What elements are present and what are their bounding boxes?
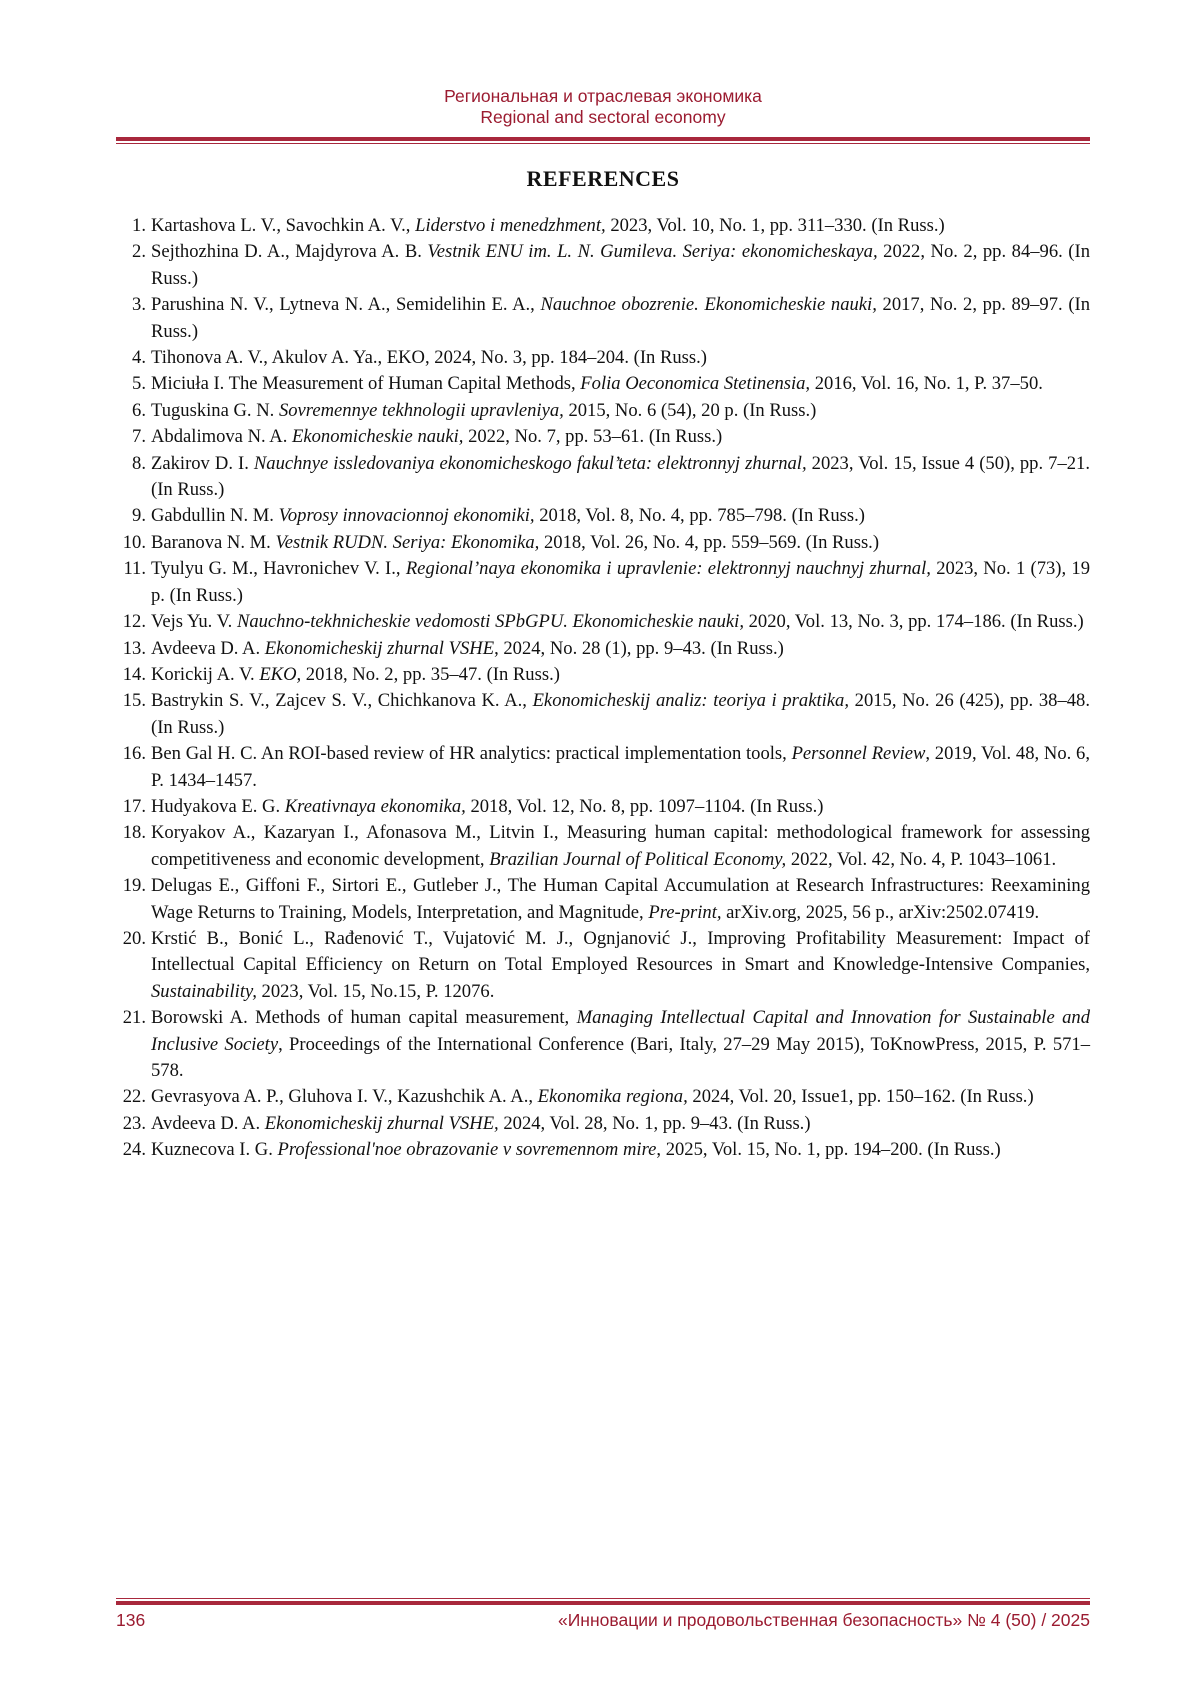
reference-item: [116, 451, 1090, 504]
reference-item: [116, 345, 1090, 371]
reference-item: [116, 662, 1090, 688]
header-title-ru: Региональная и отраслевая экономика: [444, 86, 762, 106]
reference-source: Liderstvo i menedzhment,: [415, 215, 606, 236]
header-title-en: Regional and sectoral economy: [480, 107, 726, 127]
reference-text: Gevrasyova A. P., Gluhova I. V., Kazushchik A. A.,: [151, 1086, 538, 1108]
reference-details: 2018, Vol. 12, No. 8, pp. 1097–1104. (In Russ.): [465, 795, 824, 817]
reference-number: 6 .: [116, 398, 146, 424]
reference-text: Krstić B., Bonić L., Rađenović T., Vujatović M. J., Ognjanović J., Improving Profitability Measurement: Impact of Intellectual Capital Efficiency on Return on Total Employed Resources in Smart and Knowledge-Intensive Companies,: [151, 927, 1090, 976]
reference-text: Avdeeva D. A.: [151, 637, 265, 659]
reference-number: 4 .: [116, 345, 146, 371]
reference-details: 2015, No. 26 (425), pp. 38–48. (In Russ.): [151, 690, 1090, 738]
reference-source: Personnel Review: [791, 743, 926, 765]
reference-source: Vestnik RUDN. Seriya: Ekonomika,: [275, 531, 540, 553]
reference-source: Ekonomicheskij zhurnal VSHE,: [264, 1112, 499, 1134]
reference-number: 14 .: [116, 662, 146, 688]
reference-text: Avdeeva D. A.: [151, 1112, 265, 1134]
reference-number: 19 .: [116, 873, 146, 899]
footer-rule: [116, 1598, 1090, 1605]
reference-item: [116, 1137, 1090, 1163]
reference-text: Sejthozhina D. A., Majdyrova A. B.: [151, 241, 428, 263]
reference-details: 2024, Vol. 28, No. 1, pp. 9–43. (In Russ.): [498, 1112, 811, 1134]
reference-text: Borowski A. Methods of human capital measurement,: [151, 1007, 577, 1029]
reference-details: 2023, Vol. 15, Issue 4 (50), pp. 7–21. (In Russ.): [151, 452, 1090, 501]
page-number: 136: [116, 1610, 146, 1630]
reference-source: Pre-print,: [648, 901, 722, 923]
reference-number: 11 .: [116, 556, 146, 582]
reference-text: Gabdullin N. M.: [151, 505, 279, 527]
reference-details: 2016, Vol. 16, No. 1, P. 37–50.: [810, 373, 1043, 395]
reference-item: [116, 688, 1090, 741]
reference-item: [116, 371, 1090, 397]
reference-details: 2022, No. 2, pp. 84–96. (In Russ.): [151, 241, 1090, 289]
reference-number: 17 .: [116, 794, 146, 820]
reference-number: 15 .: [116, 688, 146, 714]
reference-number: 2 .: [116, 239, 146, 265]
reference-text: Abdalimova N. A.: [151, 426, 292, 448]
reference-source: Nauchno-tekhnicheskie vedomosti SPbGPU. Ekonomicheskie nauki,: [236, 611, 744, 633]
reference-source: Professional'noe obrazovanie v sovremennom mire: [277, 1139, 657, 1161]
reference-source: Ekonomicheskij analiz: teoriya i praktika,: [532, 690, 849, 712]
reference-text: Tihonova A. V., Akulov A. Ya., EKO, 2024, No. 3, pp. 184–204. (In Russ.): [151, 347, 707, 369]
reference-source: Folia Oeconomica Stetinensia,: [580, 373, 811, 395]
reference-number: 16 .: [116, 741, 146, 767]
reference-details: 2015, No. 6 (54), 20 p. (In Russ.): [563, 399, 817, 421]
reference-number: 10 .: [116, 530, 146, 556]
reference-number: 13 .: [116, 636, 146, 662]
reference-text: Bastrykin S. V., Zajcev S. V., Chichkanova K. A.,: [151, 690, 533, 712]
reference-source: Voprosy innovacionnoj ekonomiki,: [278, 505, 535, 527]
reference-source: Ekonomika regiona,: [537, 1086, 688, 1108]
reference-number: 9 .: [116, 503, 146, 529]
reference-text: Koryakov A., Kazaryan I., Afonasova M., Litvin I., Measuring human capital: methodological framework for assessing competitiveness and economic development,: [151, 822, 1090, 870]
reference-source: Regional’naya ekonomika i upravlenie: elektronnyj nauchnyj zhurnal,: [405, 558, 931, 580]
reference-number: 5 .: [116, 371, 146, 397]
reference-item: [116, 239, 1090, 292]
reference-source: Sustainability,: [151, 980, 257, 1002]
reference-text: Korickij A. V.: [151, 663, 260, 685]
reference-source: Nauchnye issledovaniya ekonomicheskogo fakul’teta: elektronnyj zhurnal,: [253, 452, 807, 474]
reference-list: [116, 213, 1090, 1164]
reference-details: 2017, No. 2, pp. 89–97. (In Russ.): [151, 294, 1090, 342]
reference-text: Kartashova L. V., Savochkin A. V.,: [151, 215, 416, 236]
reference-number: 24 .: [116, 1137, 146, 1163]
reference-item: [116, 1005, 1090, 1084]
reference-text: Miciuła I. The Measurement of Human Capital Methods,: [151, 373, 581, 395]
reference-number: 21 .: [116, 1005, 146, 1031]
reference-item: [116, 926, 1090, 1005]
reference-item: [116, 609, 1090, 635]
reference-source: Nauchnoe obozrenie. Ekonomicheskie nauki,: [540, 294, 877, 316]
reference-item: [116, 424, 1090, 450]
reference-number: 18 .: [116, 820, 146, 846]
reference-number: 3 .: [116, 292, 146, 318]
reference-text: Vejs Yu. V.: [151, 611, 237, 633]
reference-text: Parushina N. V., Lytneva N. A., Semidelihin E. A.,: [151, 294, 541, 316]
reference-source: Brazilian Journal of Political Economy,: [489, 848, 787, 870]
reference-source: Managing Intellectual Capital and Innovation for Sustainable and Inclusive Society: [151, 1007, 1090, 1055]
reference-details: 2022, No. 7, pp. 53–61. (In Russ.): [463, 426, 723, 448]
reference-item: [116, 873, 1090, 926]
reference-details: , 2019, Vol. 48, No. 6, P. 1434–1457.: [151, 743, 1090, 791]
reference-source: Ekonomicheskie nauki,: [292, 426, 464, 448]
reference-number: 22 .: [116, 1084, 146, 1110]
reference-number: 8 .: [116, 451, 146, 477]
reference-number: 1 .: [116, 213, 146, 239]
reference-number: 23 .: [116, 1111, 146, 1137]
reference-details: 2018, Vol. 8, No. 4, pp. 785–798. (In Russ.): [534, 505, 865, 527]
reference-text: Tuguskina G. N.: [151, 399, 279, 421]
reference-details: 2023, Vol. 10, No. 1, pp. 311–330. (In Russ.): [605, 215, 945, 236]
reference-number: 12 .: [116, 609, 146, 635]
reference-text: Hudyakova E. G.: [151, 795, 285, 817]
reference-text: Baranova N. M.: [151, 531, 276, 553]
reference-details: 2023, Vol. 15, No.15, P. 12076.: [256, 980, 495, 1002]
reference-text: Tyulyu G. M., Havronichev V. I.,: [151, 558, 406, 580]
reference-details: arXiv.org, 2025, 56 p., arXiv:2502.07419.: [721, 901, 1040, 923]
reference-item: [116, 213, 1090, 239]
reference-item: [116, 636, 1090, 662]
reference-text: Kuznecova I. G.: [151, 1139, 278, 1161]
reference-details: , 2024, No. 28 (1), pp. 9–43. (In Russ.): [494, 637, 784, 659]
reference-details: , Proceedings of the International Conference (Bari, Italy, 27–29 May 2015), ToKnowPress, 2015, P. 571–578.: [151, 1033, 1091, 1081]
reference-item: [116, 292, 1090, 345]
reference-item: [116, 794, 1090, 820]
reference-number: 7 .: [116, 424, 146, 450]
reference-source: Sovremennye tekhnologii upravleniya,: [278, 399, 564, 421]
reference-item: [116, 820, 1090, 873]
reference-source: Ekonomicheskij zhurnal VSHE: [264, 637, 495, 659]
reference-details: 2018, Vol. 26, No. 4, pp. 559–569. (In Russ.): [539, 531, 880, 553]
reference-text: Ben Gal H. C. An ROI-based review of HR analytics: practical implementation tools,: [151, 743, 792, 765]
reference-details: 2024, Vol. 20, Issue1, pp. 150–162. (In Russ.): [687, 1086, 1034, 1108]
reference-details: 2023, No. 1 (73), 19 p. (In Russ.): [151, 558, 1091, 606]
header-rule: [116, 137, 1090, 144]
reference-details: , 2025, Vol. 15, No. 1, pp. 194–200. (In Russ.): [656, 1139, 1001, 1161]
reference-source: EKO,: [259, 663, 302, 685]
reference-item: [116, 398, 1090, 424]
reference-text: Zakirov D. I.: [151, 452, 254, 474]
running-header: [116, 86, 1090, 128]
journal-name: «Инновации и продовольственная безопасность» № 4 (50) / 2025: [558, 1610, 1090, 1630]
reference-source: Vestnik ENU im. L. N. Gumileva. Seriya: ekonomicheskaya,: [427, 241, 878, 263]
reference-details: 2018, No. 2, pp. 35–47. (In Russ.): [301, 663, 560, 685]
reference-item: [116, 530, 1090, 556]
reference-item: [116, 556, 1090, 609]
reference-details: 2020, Vol. 13, No. 3, pp. 174–186. (In Russ.): [743, 611, 1084, 633]
reference-item: [116, 1084, 1090, 1110]
reference-item: [116, 503, 1090, 529]
reference-source: Kreativnaya ekonomika,: [284, 795, 466, 817]
reference-item: [116, 1111, 1090, 1137]
reference-number: 20 .: [116, 926, 146, 952]
reference-text: Delugas E., Giffoni F., Sirtori E., Gutleber J., The Human Capital Accumulation at Research Infrastructures: Reexamining Wage Returns to Training, Models, Interpretation, and Magnitude,: [151, 875, 1090, 923]
reference-item: [116, 741, 1090, 794]
section-title: REFERENCES: [526, 166, 680, 191]
reference-details: 2022, Vol. 42, No. 4, P. 1043–1061.: [786, 848, 1057, 870]
